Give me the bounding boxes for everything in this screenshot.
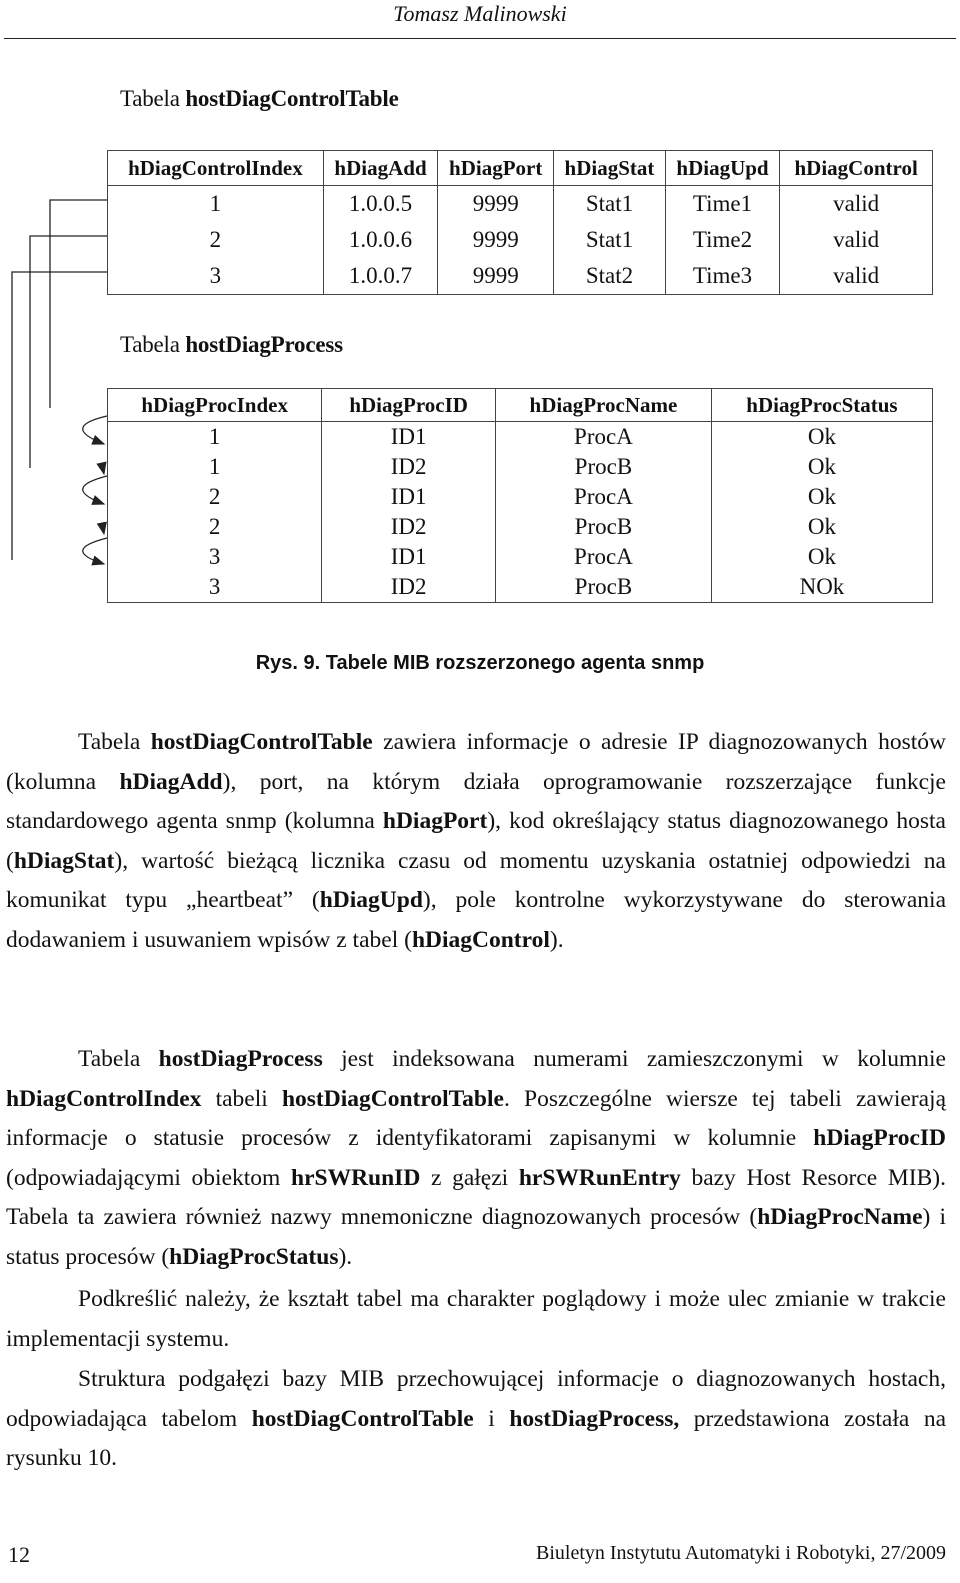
table-cell: Stat1 [554, 186, 666, 223]
link-arrow-3a [83, 538, 107, 564]
table-cell: Ok [711, 512, 932, 542]
table-cell: ID1 [322, 482, 496, 512]
bold-term: hostDiagControlTable [150, 729, 373, 755]
control-table-title-prefix: Tabela [120, 86, 186, 111]
table-cell: 3 [108, 542, 322, 572]
table-cell: Time1 [665, 186, 780, 223]
table-cell: ProcB [495, 512, 711, 542]
table-cell: Ok [711, 542, 932, 572]
column-header: hDiagProcIndex [108, 389, 322, 422]
table-cell: ID1 [322, 422, 496, 453]
text-run: zawiera informacje o adresie IP diagnozowanych hostów (kolumna [6, 729, 946, 795]
bold-term: hDiagProcStatus [169, 1243, 339, 1270]
table-cell: Ok [711, 482, 932, 512]
table-cell: Ok [711, 422, 932, 453]
table-cell: 1.0.0.6 [323, 222, 438, 258]
text-run: ), port, na którym działa oprogramowanie rozszerzające funkcje standardowego agenta snmp (kolumna [6, 768, 946, 835]
column-header: hDiagUpd [665, 151, 780, 186]
text-run: z gałęzi [420, 1164, 519, 1191]
column-header: hDiagAdd [323, 151, 438, 186]
bold-term: hostDiagControlTable [251, 1405, 474, 1432]
text-run: ), wartość bieżącą licznika czasu od momentu uzyskania ostatniej odpowiedzi na komunikat typu „heartbeat” ( [6, 847, 946, 914]
figure-caption: Rys. 9. Tabele MIB rozszerzonego agenta snmp [255, 652, 705, 674]
table-cell: 2 [108, 512, 322, 542]
table-cell: 1 [108, 422, 322, 453]
table-cell: ProcA [495, 422, 711, 453]
table-cell: 1 [108, 452, 322, 482]
link-line-index-3 [12, 272, 107, 560]
paragraph-process-table [6, 1040, 946, 1278]
text-run: . Poszczególne wiersze tej tabeli zawierają informacje o statusie procesów z identyfikatorami zapisanymi w kolumnie [6, 1085, 946, 1152]
table-cell: 3 [108, 572, 322, 603]
table-cell: Stat2 [554, 258, 666, 295]
text-run: ) i status procesów ( [6, 1204, 947, 1270]
table-cell: NOk [711, 572, 932, 603]
bold-term: hDiagUpd [319, 887, 423, 914]
text-run: przedstawiona została na rysunku 10. [6, 1405, 946, 1472]
bold-term: hDiagStat [13, 847, 115, 874]
link-arrow-1a [83, 416, 107, 444]
bold-term: hostDiagProcess [158, 1046, 323, 1072]
table-cell: valid [780, 222, 933, 258]
table-cell: ID2 [322, 452, 496, 482]
bold-term: hostDiagProcess, [509, 1405, 680, 1432]
table-cell: 1.0.0.7 [323, 258, 438, 295]
table-cell: 1 [108, 186, 324, 223]
text-run: i [473, 1405, 510, 1432]
bold-term: hDiagControlIndex [6, 1085, 202, 1112]
bold-term: hDiagControl [411, 926, 550, 953]
journal-footer: Biuletyn Instytutu Automatyki i Robotyki, 27/2009 [535, 1542, 946, 1564]
table-cell: 9999 [438, 222, 554, 258]
paragraph-control-table [6, 723, 946, 961]
link-line-index-2 [30, 236, 107, 468]
table-cell: 2 [108, 482, 322, 512]
control-table-title-name: hostDiagControlTable [185, 86, 399, 111]
table-cell: Time3 [665, 258, 780, 295]
column-header: hDiagControl [780, 151, 933, 186]
table-cell: ID2 [322, 572, 496, 603]
table-cell: ID1 [322, 542, 496, 572]
bold-term: hostDiagControlTable [281, 1085, 504, 1112]
link-line-index-1 [50, 200, 107, 408]
paragraph-structure [6, 1360, 946, 1479]
text-run: Podkreślić należy, że kształt tabel ma charakter poglądowy i może ulec zmianie w trakcie implementacji systemu. [6, 1286, 946, 1352]
table-cell: 3 [108, 258, 324, 295]
table-cell: 2 [108, 222, 324, 258]
process-table-title-name: hostDiagProcess [185, 332, 343, 357]
running-header-author: Tomasz Malinowski [393, 1, 567, 26]
text-run: Struktura podgałęzi bazy MIB przechowującej informacje o diagnozowanych hostach, odpowiadająca tabelom [6, 1366, 946, 1432]
table-cell: ProcB [495, 452, 711, 482]
table-cell: ProcA [495, 542, 711, 572]
column-header: hDiagProcName [495, 389, 711, 422]
bold-term: hDiagProcID [813, 1125, 946, 1152]
table-cell: Stat1 [554, 222, 666, 258]
text-run: ), kod określający status diagnozowanego hosta ( [6, 808, 946, 874]
table-cell: ProcA [495, 482, 711, 512]
bold-term: hrSWRunID [291, 1164, 421, 1191]
table-cell: Ok [711, 452, 932, 482]
table-cell: ProcB [495, 572, 711, 603]
table-cell: 9999 [438, 186, 554, 223]
paragraph-note [6, 1280, 946, 1359]
table-cell: Time2 [665, 222, 780, 258]
table-cell: ID2 [322, 512, 496, 542]
process-table-title-prefix: Tabela [120, 332, 186, 357]
table-cell: valid [780, 186, 933, 223]
column-header: hDiagProcID [322, 389, 496, 422]
text-run: Tabela [78, 1046, 159, 1072]
text-run: tabeli [201, 1085, 282, 1112]
bold-term: hDiagAdd [119, 768, 223, 795]
text-run: jest indeksowana numerami zamieszczonymi w kolumnie [322, 1046, 946, 1072]
text-run: Tabela [78, 729, 151, 755]
table-cell: 9999 [438, 258, 554, 295]
column-header: hDiagControlIndex [108, 151, 324, 186]
text-run: (odpowiadającymi obiektom [6, 1164, 291, 1191]
column-header: hDiagPort [438, 151, 554, 186]
bold-term: hDiagPort [382, 808, 488, 835]
text-run: ), pole kontrolne wykorzystywane do sterowania dodawaniem i usuwaniem wpisów z tabel ( [6, 887, 946, 953]
text-run: ). [338, 1243, 353, 1270]
bold-term: hDiagProcName [757, 1204, 923, 1231]
table-cell: valid [780, 258, 933, 295]
bold-term: hrSWRunEntry [518, 1164, 681, 1191]
page-number: 12 [8, 1542, 30, 1567]
column-header: hDiagStat [554, 151, 666, 186]
link-arrow-2a [83, 476, 107, 504]
index-link-arrows [0, 0, 960, 620]
text-run: ). [549, 926, 564, 953]
text-run: bazy Host Resorce MIB). Tabela ta zawiera również nazwy mnemoniczne diagnozowanych procesów ( [6, 1164, 947, 1231]
table-cell: 1.0.0.5 [323, 186, 438, 223]
column-header: hDiagProcStatus [711, 389, 932, 422]
